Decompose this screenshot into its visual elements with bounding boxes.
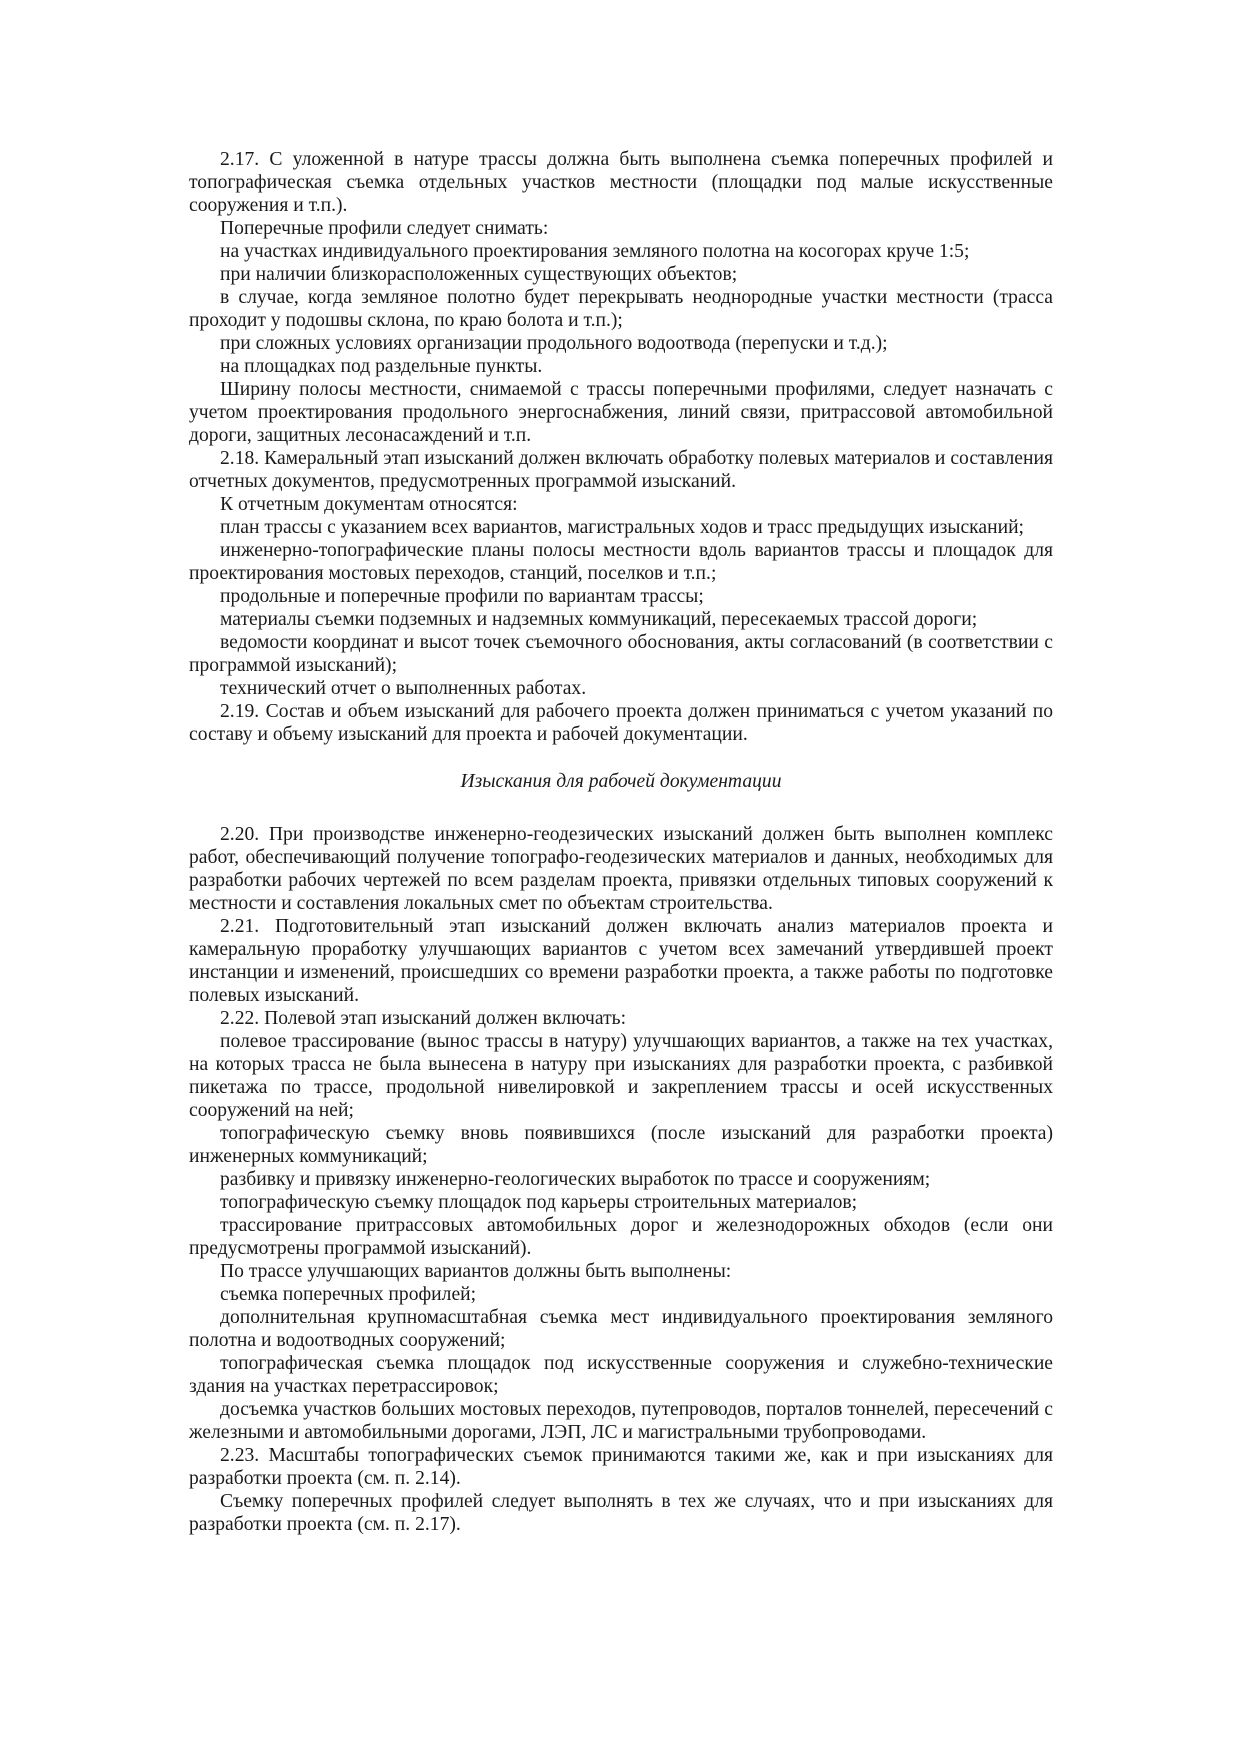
list-item: полевое трассирование (вынос трассы в натуру) улучшающих вариантов, а также на тех участках, на которых трасса не была вынесена в натуру при изысканиях для разработки проекта, с разбивкой пикетажа по трассе, продольной нивелировкой и закреплением трассы и осей искусственных сооружений на ней; — [189, 1031, 1053, 1121]
list-item: продольные и поперечные профили по вариантам трассы; — [220, 586, 704, 607]
list-item: дополнительная крупномасштабная съемка мест индивидуального проектирования земляного полотна и водоотводных сооружений; — [189, 1307, 1053, 1351]
list-item: технический отчет о выполненных работах. — [220, 678, 587, 699]
paragraph-2-21: 2.21. Подготовительный этап изысканий должен включать анализ материалов проекта и камеральную проработку улучшающих вариантов с учетом всех замечаний утвердившей проект инстанции и изменений, происшедших со времени разработки проекта, а также работы по подготовке полевых изысканий. — [189, 916, 1053, 1006]
list-item: инженерно-топографические планы полосы местности вдоль вариантов трассы и площадок для проектирования мостовых переходов, станций, поселков и т.п.; — [189, 540, 1053, 584]
paragraph-2-23: 2.23. Масштабы топографических съемок принимаются такими же, как и при изысканиях для разработки проекта (см. п. 2.14). — [189, 1445, 1053, 1489]
paragraph: Ширину полосы местности, снимаемой с трассы поперечными профилями, следует назначать с учетом проектирования продольного энергоснабжения, линий связи, притрассовой автомобильной дороги, защитных лесонасаждений и т.п. — [189, 379, 1053, 446]
list-item: топографическую съемку площадок под карьеры строительных материалов; — [220, 1192, 858, 1213]
paragraph: Поперечные профили следует снимать: — [220, 218, 549, 239]
text-block-1 — [189, 148, 1053, 746]
paragraph: К отчетным документам относятся: — [220, 494, 518, 515]
paragraph: Съемку поперечных профилей следует выполнять в тех же случаях, что и при изысканиях для разработки проекта (см. п. 2.17). — [189, 1491, 1053, 1535]
paragraph-2-22: 2.22. Полевой этап изысканий должен включать: — [220, 1008, 627, 1029]
list-item: материалы съемки подземных и надземных коммуникаций, пересекаемых трассой дороги; — [220, 609, 978, 630]
paragraph: По трассе улучшающих вариантов должны быть выполнены: — [220, 1261, 732, 1282]
paragraph-2-20: 2.20. При производстве инженерно-геодезических изысканий должен быть выполнен комплекс работ, обеспечивающий получение топографо-геодезических материалов и данных, необходимых для разработки рабочих чертежей по всем разделам проекта, привязки отдельных типовых сооружений к местности и составления локальных смет по объектам строительства. — [189, 824, 1053, 914]
list-item: трассирование притрассовых автомобильных дорог и железнодорожных обходов (если они предусмотрены программой изысканий). — [189, 1215, 1053, 1259]
list-item: топографическую съемку вновь появившихся (после изысканий для разработки проекта) инженерных коммуникаций; — [189, 1123, 1053, 1167]
list-item: в случае, когда земляное полотно будет перекрывать неоднородные участки местности (трасса проходит у подошвы склона, по краю болота и т.п.); — [189, 287, 1053, 331]
list-item: на участках индивидуального проектирования земляного полотна на косогорах круче 1:5; — [220, 241, 970, 262]
paragraph-2-19: 2.19. Состав и объем изысканий для рабочего проекта должен приниматься с учетом указаний по составу и объему изысканий для проекта и рабочей документации. — [189, 701, 1053, 745]
list-item: ведомости координат и высот точек съемочного обоснования, акты согласований (в соответствии с программой изысканий); — [189, 632, 1053, 676]
paragraph-2-17: 2.17. С уложенной в натуре трассы должна быть выполнена съемка поперечных профилей и топографическая съемка отдельных участков местности (площадки под малые искусственные сооружения и т.п.). — [189, 149, 1053, 216]
document-page — [189, 148, 1053, 1536]
list-item: разбивку и привязку инженерно-геологических выработок по трассе и сооружениям; — [220, 1169, 931, 1190]
list-item: на площадках под раздельные пункты. — [220, 356, 543, 377]
list-item: съемка поперечных профилей; — [220, 1284, 477, 1305]
list-item: при сложных условиях организации продольного водоотвода (перепуски и т.д.); — [220, 333, 888, 354]
list-item: план трассы с указанием всех вариантов, магистральных ходов и трасс предыдущих изысканий; — [220, 517, 1024, 538]
paragraph-2-18: 2.18. Камеральный этап изысканий должен включать обработку полевых материалов и составления отчетных документов, предусмотренных программой изысканий. — [189, 448, 1053, 492]
text-block-2 — [189, 823, 1053, 1536]
list-item: топографическая съемка площадок под искусственные сооружения и служебно-технические здания на участках перетрассировок; — [189, 1353, 1053, 1397]
list-item: при наличии близкорасположенных существующих объектов; — [220, 264, 738, 285]
section-heading: Изыскания для рабочей документации — [460, 771, 782, 792]
list-item: досъемка участков больших мостовых переходов, путепроводов, порталов тоннелей, пересечений с железными и автомобильными дорогами, ЛЭП, ЛС и магистральными трубопроводами. — [189, 1399, 1053, 1443]
